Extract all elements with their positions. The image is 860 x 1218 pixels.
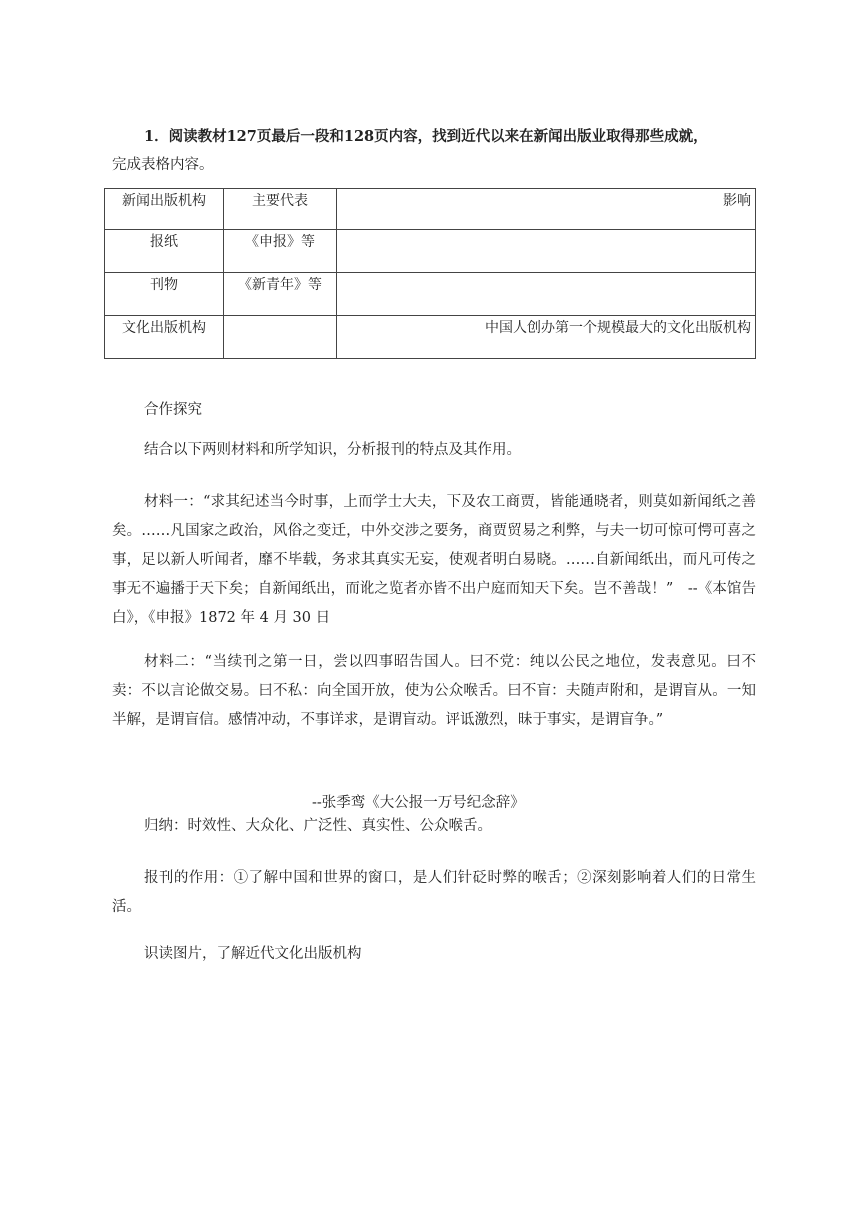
summary-text: 归纳：时效性、大众化、广泛性、真实性、公众喉舌。	[144, 818, 492, 834]
table-header-cell: 新闻出版机构	[105, 189, 224, 230]
table-cell	[224, 316, 337, 359]
material-one: 材料一：“求其纪述当今时事，上而学士大夫，下及农工商贾，皆能通晓者，则莫如新闻纸之善矣。……凡国家之政治，风俗之变迁，中外交涉之要务，商贾贸易之利弊，与夫一切可惊可愕可喜之事，足以新人听闻者，靡不毕载，务求其真实无妄，使观者明白易晓。……自新闻纸出，而凡可传之事无不遍播于天下矣；自新闻纸出，而讹之览者亦皆不出户庭而知天下矣。岂不善哉！” --《本馆告白》，《申报》1872 年 4 月 30 日	[112, 494, 756, 626]
table-cell: 《新青年》等	[224, 273, 337, 316]
table-row	[105, 230, 756, 273]
table-row	[105, 273, 756, 316]
table-header-cell: 影响	[337, 189, 756, 230]
table-cell: 中国人创办第一个规模最大的文化出版机构	[337, 316, 756, 359]
material-two-source: --张季鸾《大公报一万号纪念辞》	[312, 795, 525, 811]
achievement-table	[104, 188, 756, 359]
table-cell: 文化出版机构	[105, 316, 224, 359]
table-cell: 刊物	[105, 273, 224, 316]
material-two: 材料二：“当续刊之第一日，尝以四事昭告国人。曰不党：纯以公民之地位，发表意见。曰不卖：不以言论做交易。曰不私：向全国开放，使为公众喉舌。曰不盲：夫随声附和，是谓盲从。一知半解，是谓盲信。感情冲动，不事详求，是谓盲动。评诋激烈，昧于事实，是谓盲争。”	[112, 654, 756, 728]
section-title: 合作探究	[144, 402, 202, 418]
question-continuation: 完成表格内容。	[112, 157, 214, 173]
task-question	[112, 122, 762, 180]
table-cell	[337, 230, 756, 273]
table-cell	[337, 273, 756, 316]
table-cell: 报纸	[105, 230, 224, 273]
table-header-row	[105, 189, 756, 230]
picture-task: 识读图片，了解近代文化出版机构	[144, 946, 362, 962]
table-header-cell: 主要代表	[224, 189, 337, 230]
question-text: 1．阅读教材127页最后一段和128页内容，找到近代以来在新闻出版业取得那些成就，	[144, 128, 708, 145]
function-text: 报刊的作用：①了解中国和世界的窗口，是人们针砭时弊的喉舌；②深刻影响着人们的日常生活。	[112, 870, 756, 915]
table-cell: 《申报》等	[224, 230, 337, 273]
analysis-prompt: 结合以下两则材料和所学知识，分析报刊的特点及其作用。	[144, 442, 521, 458]
table-row	[105, 316, 756, 359]
